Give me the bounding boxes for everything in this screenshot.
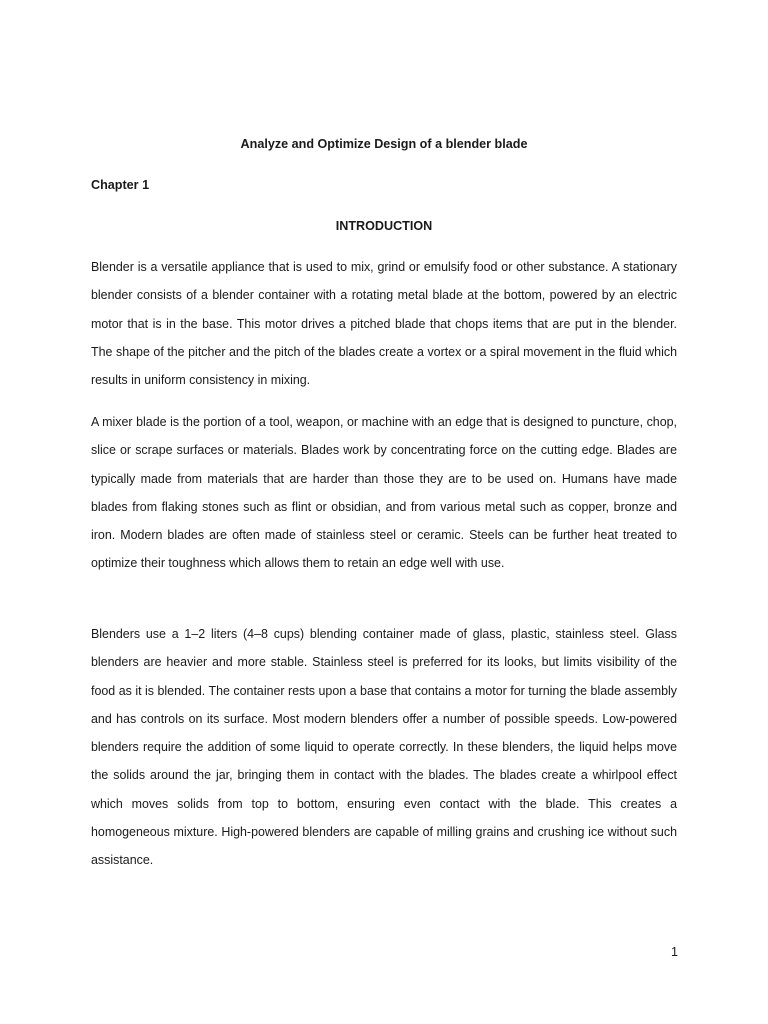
section-heading: INTRODUCTION: [335, 219, 433, 233]
paragraph: Blender is a versatile appliance that is used to mix, grind or emulsify food or other substance. A stationary blender consists of a blender container with a rotating metal blade at the bottom, powered by an electric motor that is in the base. This motor drives a pitched blade that chops items that are put in the blender. The shape of the pitcher and the pitch of the blades create a vortex or a spiral movement in the fluid which results in uniform consistency in mixing.: [91, 260, 677, 388]
page-number: 1: [670, 945, 678, 959]
paragraph: A mixer blade is the portion of a tool, weapon, or machine with an edge that is designed to puncture, chop, slice or scrape surfaces or materials. Blades work by concentrating force on the cutting edge. Blades are typically made from materials that are harder than those they are to be used on. Humans have made blades from flaking stones such as flint or obsidian, and from various metal such as copper, bronze and iron. Modern blades are often made of stainless steel or ceramic. Steels can be further heat treated to optimize their toughness which allows them to retain an edge well with use.: [91, 415, 677, 571]
paragraph: Blenders use a 1–2 liters (4–8 cups) blending container made of glass, plastic, stainless steel. Glass blenders are heavier and more stable. Stainless steel is preferred for its looks, but limits visibility of the food as it is blended. The container rests upon a base that contains a motor for turning the blade assembly and has controls on its surface. Most modern blenders offer a number of possible speeds. Low-powered blenders require the addition of some liquid to operate correctly. In these blenders, the liquid helps move the solids around the jar, bringing them in contact with the blades. The blades create a whirlpool effect which moves solids from top to bottom, ensuring even contact with the blade. This creates a homogeneous mixture. High-powered blenders are capable of milling grains and crushing ice without such assistance.: [91, 627, 677, 868]
document-title: Analyze and Optimize Design of a blender blade: [240, 137, 528, 151]
chapter-label: Chapter 1: [91, 178, 150, 192]
